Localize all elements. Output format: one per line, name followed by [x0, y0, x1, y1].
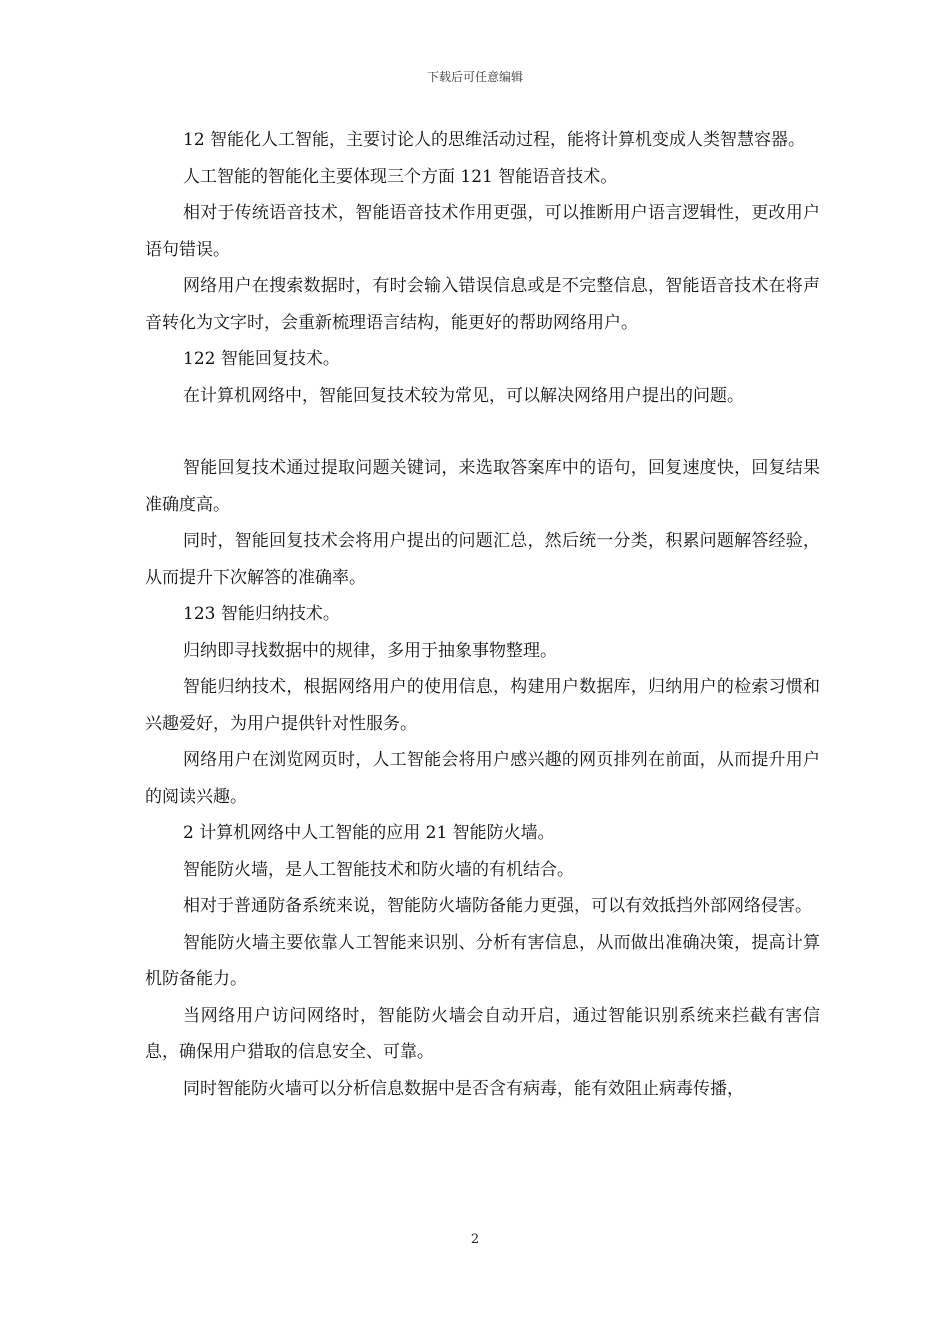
paragraph: 智能回复技术通过提取问题关键词，来选取答案库中的语句，回复速度快，回复结果准确度高。 — [145, 458, 820, 515]
paragraph: 网络用户在浏览网页时，人工智能会将用户感兴趣的网页排列在前面，从而提升用户的阅读兴趣。 — [145, 750, 820, 807]
body-text — [145, 122, 820, 1107]
page-header: 下载后可任意编辑 — [426, 70, 523, 84]
paragraph: 同时，智能回复技术会将用户提出的问题汇总，然后统一分类，积累问题解答经验，从而提升下次解答的准确率。 — [145, 531, 820, 588]
paragraph: 智能防火墙主要依靠人工智能来识别、分析有害信息，从而做出准确决策，提高计算机防备能力。 — [145, 932, 820, 989]
paragraph: 当网络用户访问网络时，智能防火墙会自动开启，通过智能识别系统来拦截有害信息，确保用户猎取的信息安全、可靠。 — [145, 1005, 820, 1062]
section-heading: 123 智能归纳技术。 — [183, 604, 340, 624]
paragraph: 在计算机网络中，智能回复技术较为常见，可以解决网络用户提出的问题。 — [183, 385, 744, 406]
paragraph: 人工智能的智能化主要体现三个方面 121 智能语音技术。 — [183, 166, 618, 187]
section-heading: 2 计算机网络中人工智能的应用 21 智能防火墙。 — [183, 823, 555, 843]
section-heading: 122 智能回复技术。 — [183, 349, 340, 369]
paragraph: 归纳即寻找数据中的规律，多用于抽象事物整理。 — [183, 640, 557, 661]
page-number: 2 — [470, 1232, 480, 1247]
paragraph: 网络用户在搜索数据时，有时会输入错误信息或是不完整信息，智能语音技术在将声音转化为文字时，会重新梳理语言结构，能更好的帮助网络用户。 — [145, 276, 820, 333]
paragraph: 相对于普通防备系统来说，智能防火墙防备能力更强，可以有效抵挡外部网络侵害。 — [183, 896, 812, 916]
paragraph: 智能防火墙，是人工智能技术和防火墙的有机结合。 — [183, 859, 574, 880]
paragraph: 智能归纳技术，根据网络用户的使用信息，构建用户数据库，归纳用户的检索习惯和兴趣爱好，为用户提供针对性服务。 — [145, 677, 820, 734]
paragraph: 同时智能防火墙可以分析信息数据中是否含有病毒，能有效阻止病毒传播， — [183, 1078, 744, 1099]
paragraph: 12 智能化人工智能，主要讨论人的思维活动过程，能将计算机变成人类智慧容器。 — [183, 130, 806, 150]
paragraph: 相对于传统语音技术，智能语音技术作用更强，可以推断用户语言逻辑性，更改用户语句错误。 — [145, 203, 820, 260]
